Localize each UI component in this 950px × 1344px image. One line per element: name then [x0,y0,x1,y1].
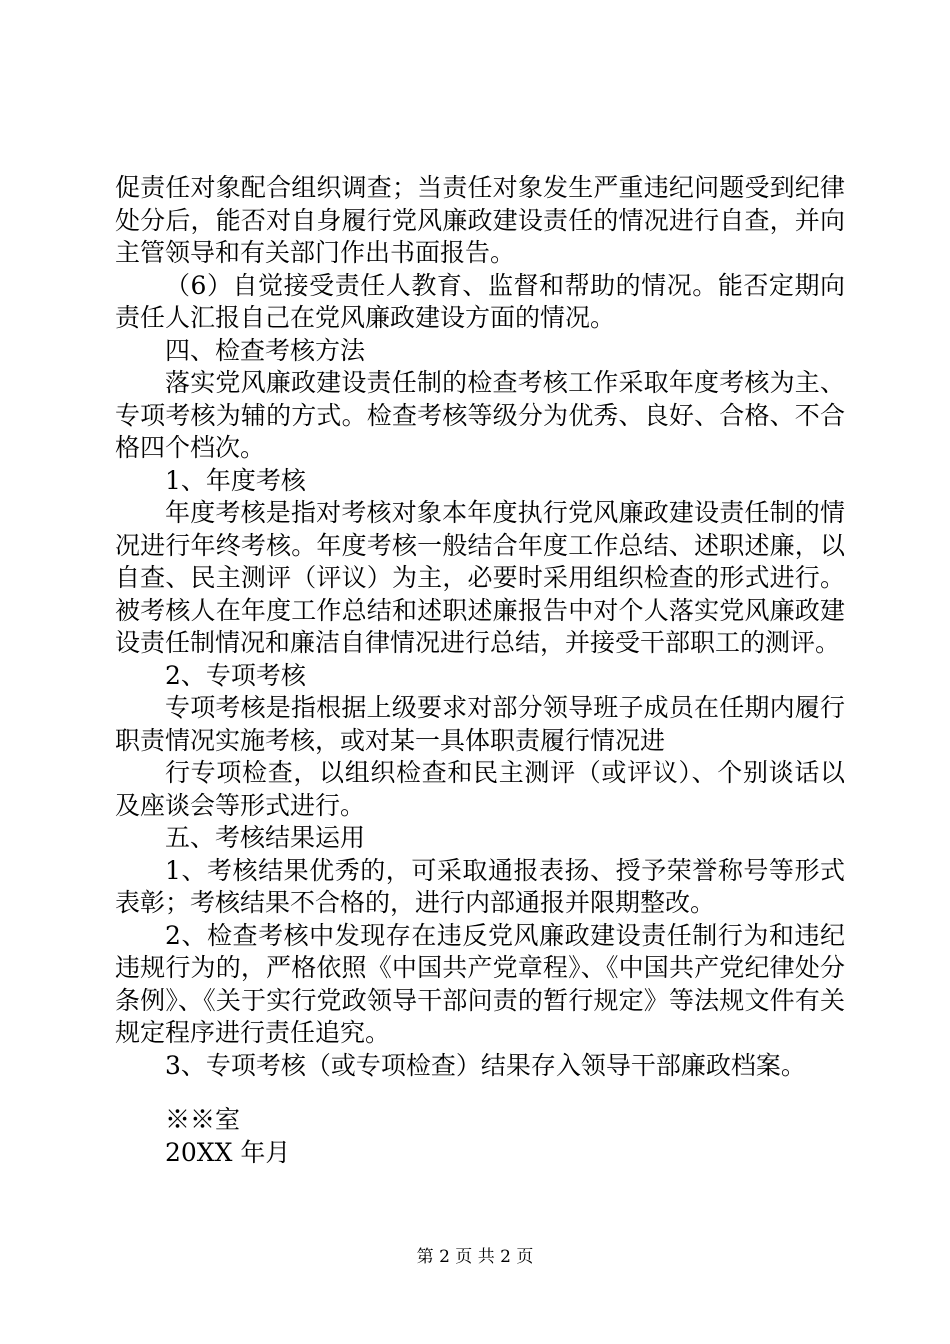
document-body [115,172,845,1169]
paragraph-item-6: （6）自觉接受责任人教育、监督和帮助的情况。能否定期向责任人汇报自己在党风廉政建设方面的情况。 [115,270,845,332]
signature-org: ※※室 [165,1105,241,1134]
paragraph-result-3: 3、专项考核（或专项检查）结果存入领导干部廉政档案。 [165,1050,806,1080]
paragraph-annual-review: 年度考核是指对考核对象本年度执行党风廉政建设责任制的情况进行年终考核。年度考核一般结合年度工作总结、述职述廉，以自查、民主测评（评议）为主，必要时采用组织检查的形式进行。被考核人在年度工作总结和述职述廉报告中对个人落实党风廉政建设责任制情况和廉洁自律情况进行总结，并接受干部职工的测评。 [115,498,845,657]
paragraph-result-1: 1、考核结果优秀的，可采取通报表扬、授予荣誉称号等形式表彰；考核结果不合格的，进行内部通报并限期整改。 [115,855,845,917]
section-heading-5: 五、考核结果运用 [165,823,366,852]
paragraph-method: 落实党风廉政建设责任制的检查考核工作采取年度考核为主、专项考核为辅的方式。检查考核等级分为优秀、良好、合格、不合格四个档次。 [115,368,845,462]
signature-date: 20XX 年月 [165,1137,291,1167]
paragraph-result-2: 2、检查考核中发现存在违反党风廉政建设责任制行为和违纪违规行为的，严格依照《中国共产党章程》、《中国共产党纪律处分条例》、《关于实行党政领导干部问责的暂行规定》等法规文件有关规定程序进行责任追究。 [115,920,845,1047]
subheading-special-review: 2、专项考核 [165,660,306,690]
paragraph-special-review-cont: 行专项检查，以组织检查和民主测评（或评议）、个别谈话以及座谈会等形式进行。 [115,758,845,820]
page-number-footer: 第 2 页 共 2 页 [416,1247,534,1267]
paragraph-special-review: 专项考核是指根据上级要求对部分领导班子成员在任期内履行职责情况实施考核，或对某一具体职责履行情况进 [115,693,845,755]
paragraph-continuation: 促责任对象配合组织调查；当责任对象发生严重违纪问题受到纪律处分后，能否对自身履行党风廉政建设责任的情况进行自查，并向主管领导和有关部门作出书面报告。 [115,173,845,267]
section-heading-4: 四、检查考核方法 [165,335,366,365]
spacer [115,1082,845,1104]
subheading-annual-review: 1、年度考核 [165,465,306,495]
